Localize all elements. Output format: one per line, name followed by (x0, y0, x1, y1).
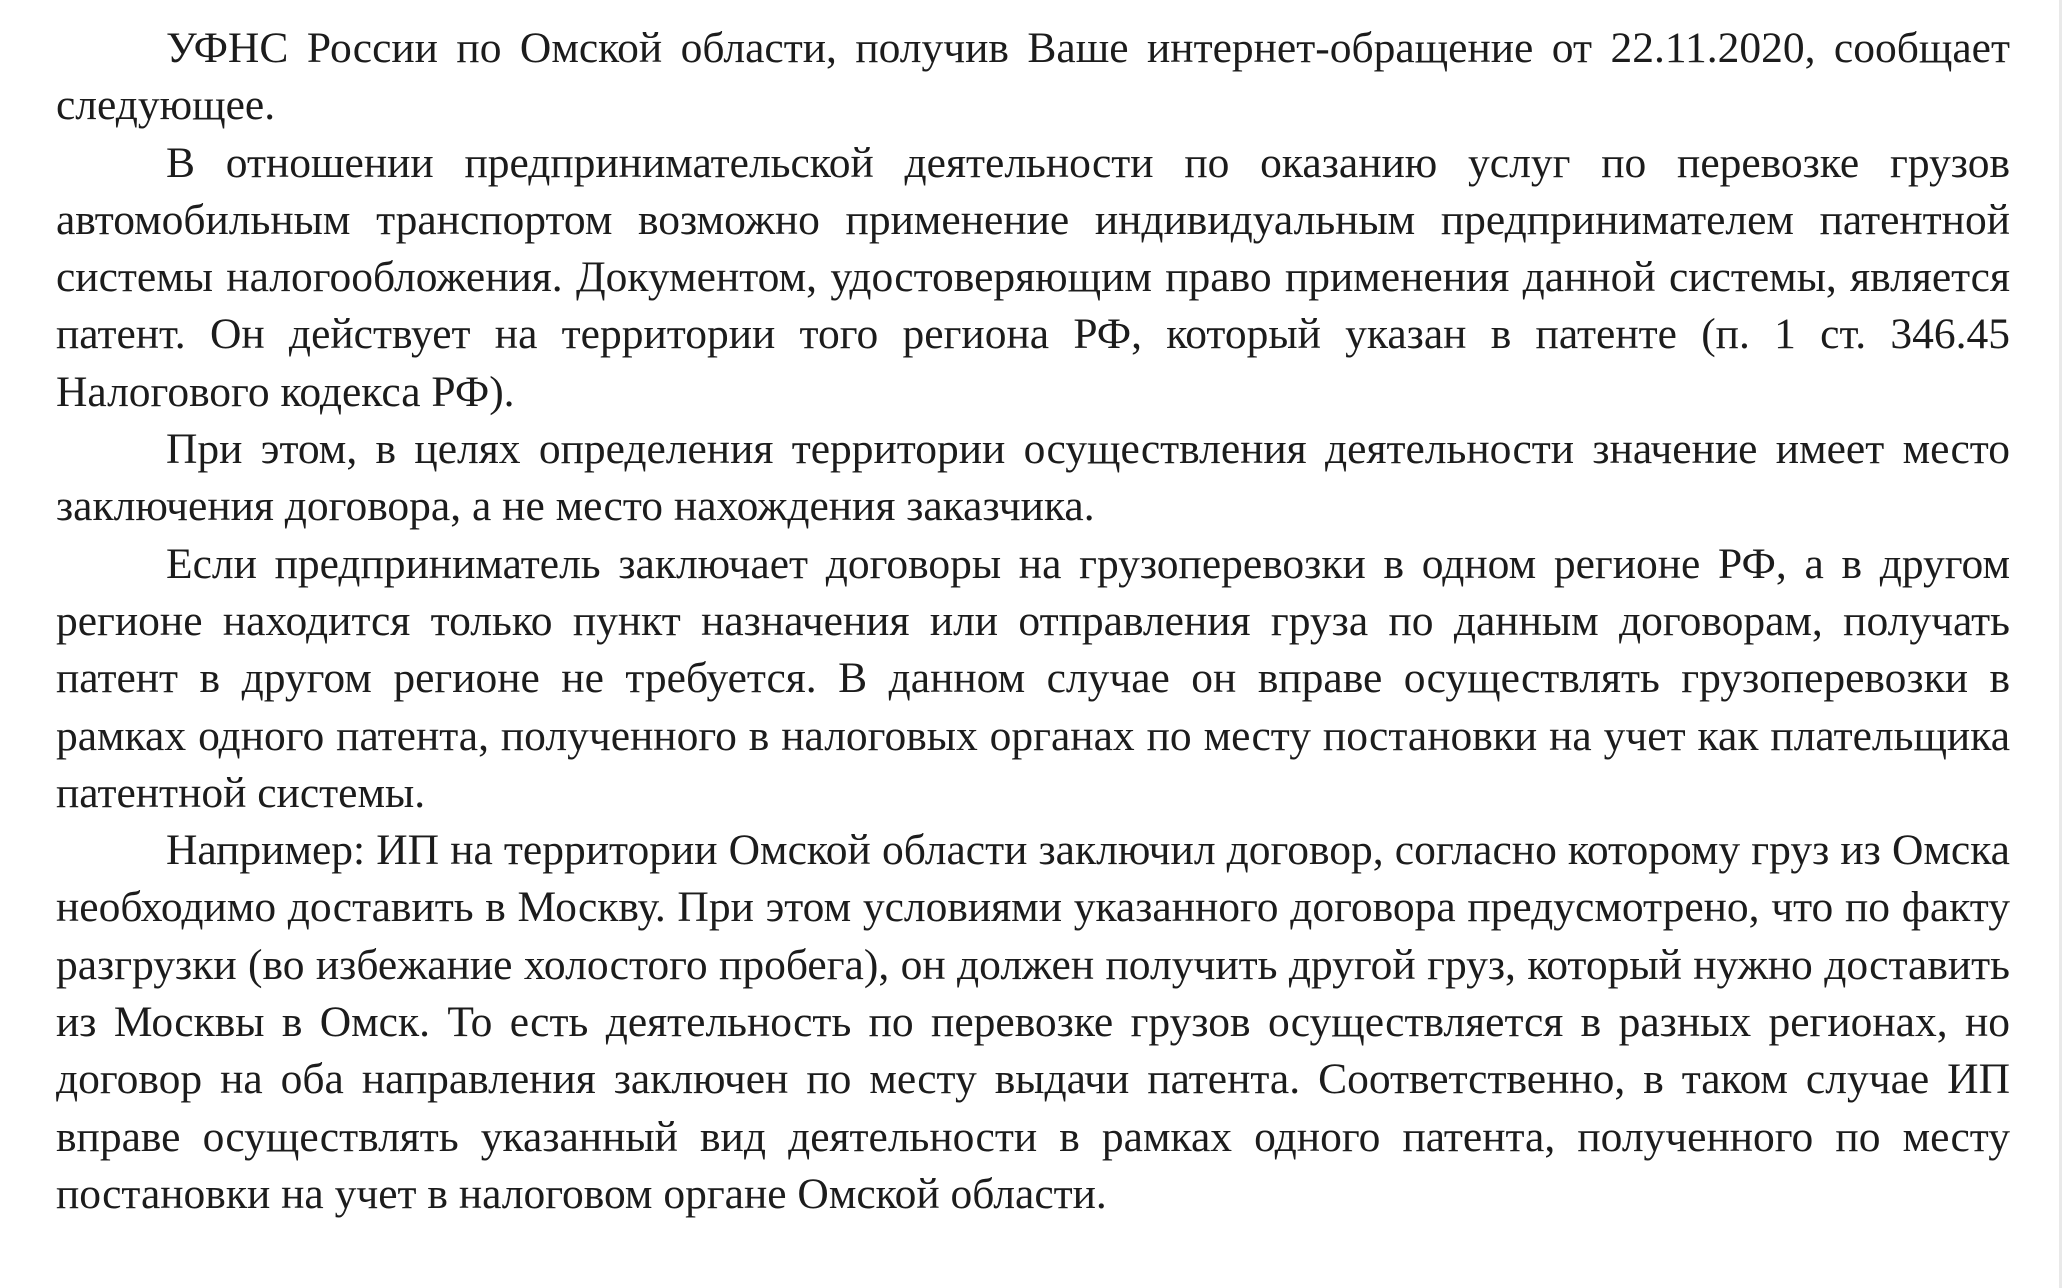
paragraph-example: Например: ИП на территории Омской области заключил договор, согласно которому груз из Омска необходимо доставить в Москву. При этом условиями указанного договора предусмотрено, что по факту разгрузки (во избежание холостого пробега), он должен получить другой груз, который нужно доставить из Москвы в Омск. То есть деятельность по перевозке грузов осуществляется в разных регионах, но договор на оба направления заключен по месту выдачи патента. Соответственно, в таком случае ИП вправе осуществлять указанный вид деятельности в рамках одного патента, полученного по месту постановки на учет в налоговом органе Омской области. (56, 826, 2010, 1218)
paragraph-territory: При этом, в целях определения территории осуществления деятельности значение имеет место заключения договора, а не место нахождения заказчика. (56, 425, 2010, 531)
paragraph-intro: УФНС России по Омской области, получив Ваше интернет-обращение от 22.11.2020, сообщает следующее. (56, 24, 2010, 130)
document-body (56, 20, 2010, 1280)
paragraph-contracts: Если предприниматель заключает договоры на грузоперевозки в одном регионе РФ, а в другом регионе находится только пункт назначения или отправления груза по данным договорам, получать патент в другом регионе не требуется. В данном случае он вправе осуществлять грузоперевозки в рамках одного патента, полученного в налоговых органах по месту постановки на учет как плательщика патентной системы. (56, 539, 2010, 817)
paragraph-patent-system: В отношении предпринимательской деятельности по оказанию услуг по перевозке грузов автомобильным транспортом возможно применение индивидуальным предпринимателем патентной системы налогообложения. Документом, удостоверяющим право применения данной системы, является патент. Он действует на территории того региона РФ, который указан в патенте (п. 1 ст. 346.45 Налогового кодекса РФ). (56, 138, 2010, 416)
